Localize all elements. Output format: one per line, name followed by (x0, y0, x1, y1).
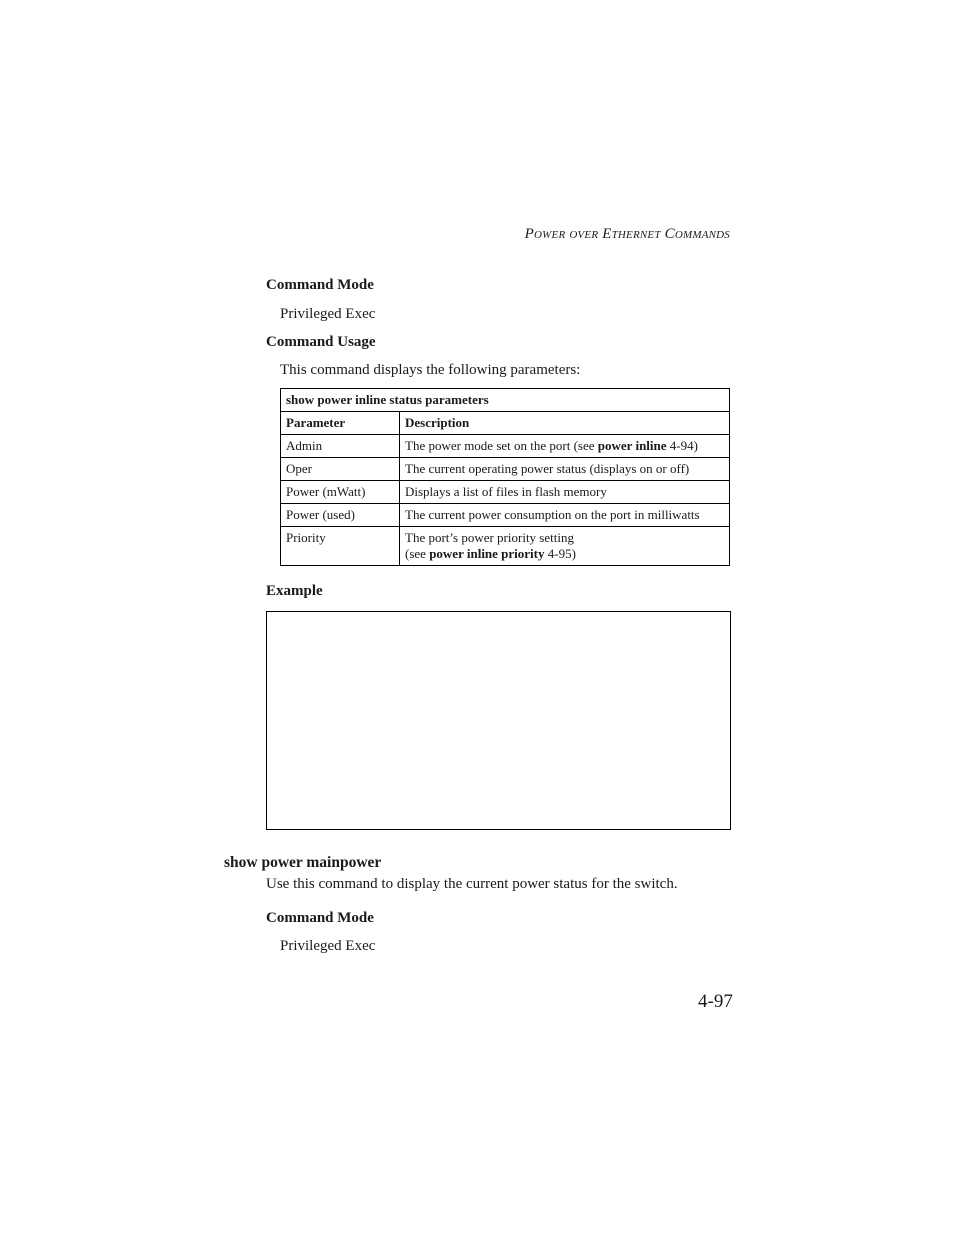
column-header-parameter: Parameter (281, 412, 400, 435)
param-cell: Admin (281, 435, 400, 458)
param-cell: Power (mWatt) (281, 481, 400, 504)
page-number: 4-97 (698, 991, 733, 1012)
example-heading: Example (266, 583, 323, 599)
command-mode-heading-2: Command Mode (266, 910, 374, 926)
command-mode-value-2: Privileged Exec (280, 938, 376, 954)
table-header-row (281, 412, 730, 435)
description-cell: The current operating power status (displays on or off) (400, 458, 730, 481)
section-intro: Use this command to display the current power status for the switch. (266, 876, 678, 892)
table-row (281, 481, 730, 504)
description-cell: Displays a list of files in flash memory (400, 481, 730, 504)
table-title: show power inline status parameters (281, 389, 730, 412)
param-cell: Power (used) (281, 504, 400, 527)
command-usage-text: This command displays the following parameters: (280, 362, 581, 378)
column-header-description: Description (400, 412, 730, 435)
table-row (281, 435, 730, 458)
cross-reference: power inline priority (429, 546, 545, 561)
command-usage-heading: Command Usage (266, 334, 376, 350)
table-row (281, 504, 730, 527)
description-cell: The power mode set on the port (see power inline 4-94) (400, 435, 730, 458)
table-row (281, 458, 730, 481)
example-box (266, 611, 731, 830)
description-cell: The current power consumption on the port in milliwatts (400, 504, 730, 527)
table-row (281, 527, 730, 566)
running-header: POWER OVER ETHERNET COMMANDS (524, 226, 730, 242)
section-title: show power mainpower (224, 854, 382, 871)
cross-reference: power inline (597, 438, 667, 453)
command-mode-value: Privileged Exec (280, 306, 376, 322)
parameters-table (280, 388, 730, 566)
param-cell: Priority (281, 527, 400, 566)
table-title-row (281, 389, 730, 412)
param-cell: Oper (281, 458, 400, 481)
command-mode-heading: Command Mode (266, 277, 374, 293)
description-cell: The port’s power priority setting (see power inline priority 4-95) (400, 527, 730, 566)
